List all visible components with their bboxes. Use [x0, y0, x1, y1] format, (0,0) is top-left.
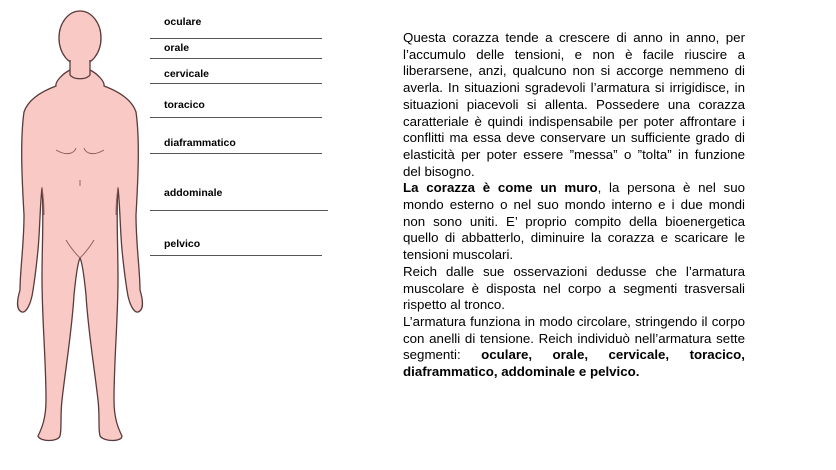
paragraph-2-rest: , la persona è nel suo mondo esterno o nel suo mondo interno e i due mondi non sono uniti. E’ proprio compito della bioenergetica quello di abbatterlo, diminuire la corazza e scaricare le tensioni muscolari.: [403, 180, 745, 263]
segment-line-addominale: [150, 210, 328, 211]
paragraph-2: [403, 180, 745, 264]
segment-line-orale: [150, 58, 322, 59]
paragraph-4: [403, 314, 745, 381]
segment-label-pelvico: pelvico: [164, 238, 201, 250]
segment-label-oculare: oculare: [164, 16, 202, 28]
segment-line-cervicale: [150, 83, 322, 84]
segment-label-toracico: toracico: [164, 99, 205, 111]
neck: [70, 60, 90, 79]
segment-line-diaframmatico: [150, 153, 322, 154]
segment-label-orale: orale: [164, 42, 190, 54]
head: [59, 11, 101, 65]
paragraph-3: Reich dalle sue osservazioni dedusse che l’armatura muscolare è disposta nel corpo a segmenti trasversali rispetto al tronco.: [403, 263, 745, 313]
segment-line-toracico: [150, 117, 322, 118]
segment-label-cervicale: cervicale: [164, 68, 209, 80]
body-text: [403, 30, 745, 381]
segment-label-addominale: addominale: [164, 187, 223, 199]
paragraph-1: Questa corazza tende a crescere di anno in anno, per l’accumulo delle tensioni, e non è facile riuscire a liberarsene, anzi, qualcuno non si accorge nemmeno di averla. In situazioni sgradevoli l’armatura si irrigidisce, in situazioni piacevoli si allenta. Possedere una corazza caratteriale è quindi indispensabile per poter affrontare i conflitti ma essa deve conservare un sufficiente grado di elasticità per poter essere ”messa” o ”tolta” in funzione del bisogno.: [403, 30, 745, 179]
body-silhouette: [18, 70, 143, 441]
segment-line-pelvico: [150, 255, 322, 256]
paragraph-4-start: L’armatura funziona in modo circolare, stringendo il corpo con anelli di tensione. Reich individuò nell’armatura sette segmenti:: [403, 313, 745, 363]
segment-line-oculare: [150, 38, 322, 39]
paragraph-4-bold: oculare, orale, cervicale, toracico, diaframmatico, addominale e pelvico.: [403, 347, 745, 380]
segment-label-diaframmatico: diaframmatico: [164, 137, 236, 149]
paragraph-2-bold: La corazza è come un muro: [403, 180, 598, 196]
